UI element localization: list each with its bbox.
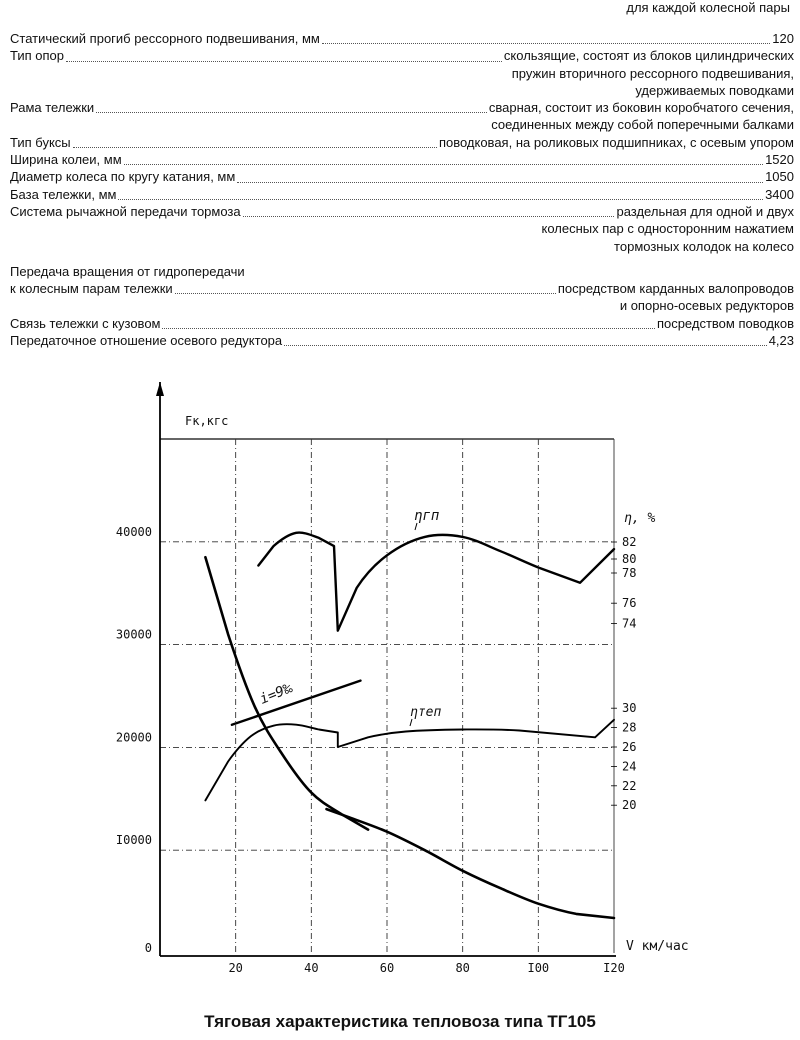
chart-caption: Тяговая характеристика тепловоза типа ТГ105	[204, 1012, 596, 1031]
leader-dots	[118, 198, 763, 200]
x-tick-label: 80	[455, 961, 470, 975]
spec-row	[10, 151, 794, 168]
y-tick-label: 40000	[115, 524, 152, 539]
right-upper-tick-label: 74	[622, 616, 637, 631]
traction-chart	[0, 370, 800, 1000]
leader-dots	[237, 181, 763, 183]
spec-value-continuation: пружин вторичного рессорного подвешивания,	[511, 65, 794, 81]
spec-label: Ширина колеи, мм	[10, 152, 122, 168]
spacer	[10, 255, 794, 263]
axes	[156, 382, 617, 956]
leader-dots	[73, 146, 437, 148]
label-eta-hydro: ηгп	[414, 508, 440, 524]
spec-label: к колесным парам тележки	[10, 281, 173, 297]
y-tick-label: 20000	[115, 730, 152, 745]
spec-row	[10, 168, 794, 185]
spec-row	[10, 332, 794, 349]
spec-row	[10, 186, 794, 203]
spec-label: Статический прогиб рессорного подвешивания, мм	[10, 31, 320, 46]
spec-value-continuation: и опорно-осевых редукторов	[619, 298, 794, 314]
y-axis-arrow	[156, 382, 164, 396]
leader-dots	[124, 163, 763, 165]
right-axis-label: η, %	[624, 511, 656, 526]
labels	[116, 414, 689, 975]
spec-value-continuation: колесных пар с односторонним нажатием	[541, 221, 794, 237]
spec-list	[10, 30, 794, 349]
leader-dots	[322, 42, 770, 44]
grid	[160, 439, 614, 953]
leader-dots	[284, 344, 767, 346]
spec-value: сварная, состоит из боковин коробчатого сечения,	[488, 100, 794, 116]
spec-value: раздельная для одной и двух	[616, 203, 794, 219]
spec-row	[10, 134, 794, 151]
right-upper-tick-label: 76	[622, 596, 637, 611]
spec-row	[10, 99, 794, 116]
spec-label-line: Передача вращения от гидропередачи	[10, 263, 245, 279]
right-lower-tick-label: 28	[622, 720, 637, 735]
label-leader	[415, 523, 417, 530]
spec-header-fragment: для каждой колесной пары	[626, 0, 790, 15]
leader-dots	[66, 60, 502, 62]
spec-row	[10, 280, 794, 297]
y-tick-label: 0	[144, 941, 152, 955]
spec-row	[10, 30, 794, 47]
x-axis-label: V км/час	[626, 939, 689, 954]
leader-dots	[243, 215, 615, 217]
leader-dots	[175, 292, 556, 294]
spec-row	[10, 47, 794, 64]
spec-label: Диаметр колеса по кругу катания, мм	[10, 169, 236, 185]
spec-value: 1050	[765, 169, 794, 185]
y-axis-label: Fк,кгс	[185, 414, 229, 428]
spec-value-continuation: удерживаемых поводками	[635, 82, 794, 98]
right-lower-tick-label: 24	[622, 759, 637, 774]
spec-label: Связь тележки с кузовом	[10, 315, 161, 331]
spec-label: Система рычажной передачи тормоза	[10, 203, 241, 219]
x-tick-label: 20	[228, 961, 243, 975]
right-upper-tick-label: 82	[622, 535, 637, 549]
x-tick-label: 60	[379, 961, 395, 975]
spec-label: Рама тележки	[10, 100, 95, 116]
right-upper-tick-label: 78	[622, 566, 637, 580]
spec-label: Передаточное отношение осевого редуктора	[10, 333, 283, 349]
spec-value: 120	[772, 31, 794, 46]
leader-dots	[96, 111, 487, 113]
y-tick-label: I0000	[115, 833, 152, 848]
spec-value-continuation: тормозных колодок на колесо	[614, 238, 794, 254]
spec-value: посредством поводков	[656, 315, 794, 331]
x-tick-label: 40	[304, 961, 319, 975]
spec-value: поводковая, на роликовых подшипниках, с осевым упором	[438, 134, 794, 150]
spec-row	[10, 315, 794, 332]
right-lower-tick-label: 20	[622, 798, 637, 813]
spec-label: Тип буксы	[10, 134, 71, 150]
label-eta-loco: ηтеп	[410, 705, 442, 720]
grade-line-i9	[232, 681, 361, 725]
right-lower-tick-label: 26	[622, 740, 637, 754]
label-grade: i=9‰	[257, 680, 295, 708]
traction-force-curve-high	[327, 809, 615, 918]
spec-value: 1520	[765, 152, 794, 168]
right-upper-tick-label: 80	[622, 552, 637, 566]
spec-value: 3400	[765, 186, 794, 202]
label-leader	[410, 719, 412, 726]
spec-value: скользящие, состоят из блоков цилиндрических	[503, 48, 794, 64]
spec-label: База тележки, мм	[10, 186, 117, 202]
spec-value: 4,23	[768, 333, 794, 349]
x-tick-label: I20	[603, 961, 625, 975]
x-tick-label: I00	[527, 961, 550, 975]
spec-value-continuation: соединенных между собой поперечными балками	[491, 117, 794, 133]
spec-value: посредством карданных валопроводов	[557, 281, 794, 297]
right-lower-tick-label: 22	[622, 778, 637, 793]
y-tick-label: 30000	[115, 627, 152, 642]
leader-dots	[162, 327, 654, 329]
spec-row	[10, 203, 794, 220]
right-lower-tick-label: 30	[622, 701, 637, 716]
spec-label: Тип опор	[10, 48, 65, 64]
